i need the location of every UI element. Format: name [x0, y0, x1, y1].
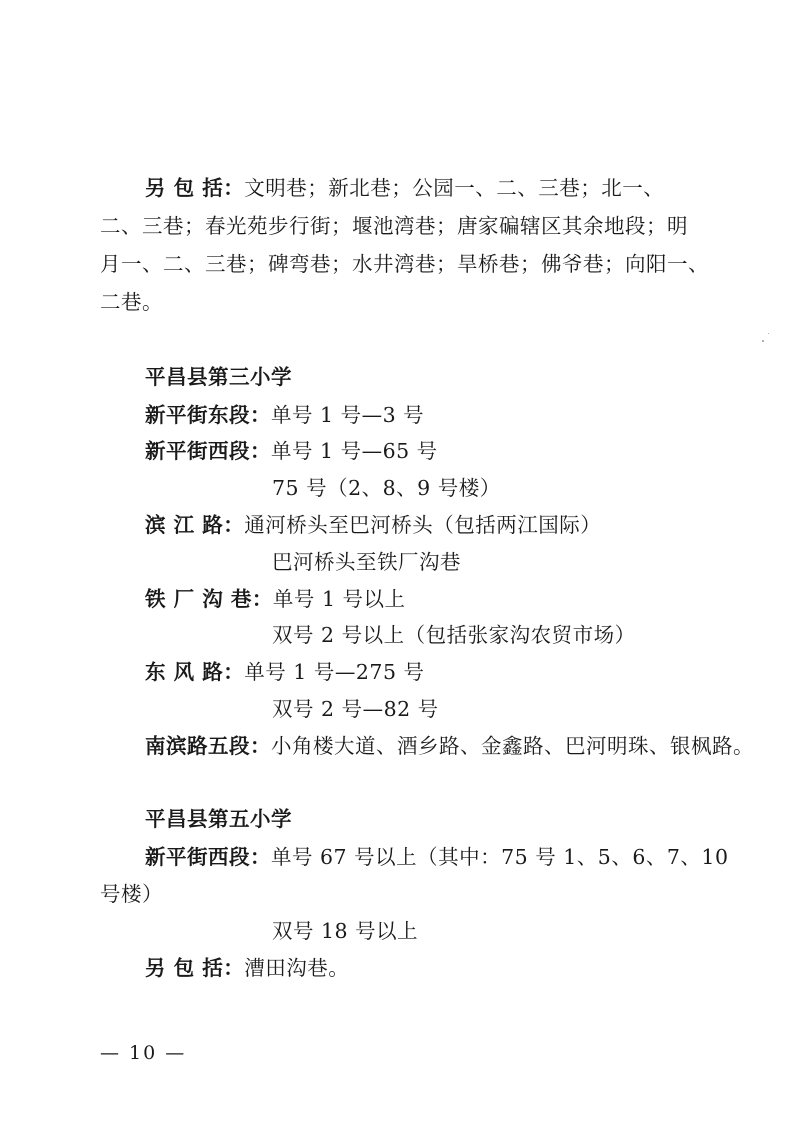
- school3-r1-value: 单号 1 号—3 号: [271, 403, 425, 427]
- school3-row6: [145, 733, 754, 759]
- school3-r5-value2: 双号 2 号—82 号: [272, 697, 439, 721]
- page-number: — 10 —: [100, 1042, 187, 1064]
- school5-r1-label: 新平街西段：: [145, 845, 271, 869]
- para1-line4: 二巷。: [100, 290, 163, 314]
- para1-line2: 二、三巷；春光苑步行街；堰池湾巷；唐家碥辖区其余地段；明: [100, 214, 688, 238]
- school5-r1-value2: 双号 18 号以上: [272, 919, 419, 943]
- school3-r4-value: 单号 1 号以上: [272, 587, 406, 611]
- school5-r2-label: 另 包 括：: [145, 956, 245, 980]
- school3-row2: [145, 438, 438, 464]
- scan-speck: [762, 340, 764, 342]
- school5-r2-value: 漕田沟巷。: [244, 956, 350, 980]
- school3-r3-value: 通河桥头至巴河桥头（包括两江国际）: [244, 513, 602, 537]
- school3-r2-value: 单号 1 号—65 号: [271, 439, 438, 463]
- school3-row5: [145, 659, 425, 685]
- school5-r1-cont: 号楼）: [100, 882, 163, 906]
- school3-row4: [145, 586, 406, 612]
- school5-row2: [145, 955, 349, 981]
- school3-r3-label: 滨 江 路：: [145, 513, 245, 537]
- para1-text-1: 文明巷；新北巷；公园一、二、三巷；北一、: [244, 176, 665, 200]
- school3-r1-label: 新平街东段：: [145, 403, 271, 427]
- scan-speck: [768, 333, 769, 334]
- school3-r3-value2: 巴河桥头至铁厂沟巷: [272, 550, 461, 574]
- school5-row1: [145, 844, 729, 870]
- school3-row1: [145, 402, 424, 428]
- school3-r5-label: 东 风 路：: [145, 660, 245, 684]
- para1-line1: [145, 175, 664, 201]
- school5-title: 平昌县第五小学: [145, 807, 292, 831]
- school3-r6-label: 南滨路五段：: [145, 734, 271, 758]
- school3-row3: [145, 512, 601, 538]
- school3-r6-value: 小角楼大道、酒乡路、金鑫路、巴河明珠、银枫路。: [271, 734, 754, 758]
- school3-title: 平昌县第三小学: [145, 365, 292, 389]
- school3-r4-label: 铁 厂 沟 巷：: [145, 587, 273, 611]
- school3-r2-value2: 75 号（2、8、9 号楼）: [272, 476, 501, 500]
- school3-r2-label: 新平街西段：: [145, 439, 271, 463]
- school5-r1-value: 单号 67 号以上（其中：75 号 1、5、6、7、10: [271, 845, 729, 869]
- school3-r5-value: 单号 1 号—275 号: [244, 660, 425, 684]
- para1-line3: 月一、二、三巷；碑弯巷；水井湾巷；旱桥巷；佛爷巷；向阳一、: [100, 252, 709, 276]
- para1-label: 另 包 括：: [145, 176, 245, 200]
- school3-r4-value2: 双号 2 号以上（包括张家沟农贸市场）: [272, 623, 636, 647]
